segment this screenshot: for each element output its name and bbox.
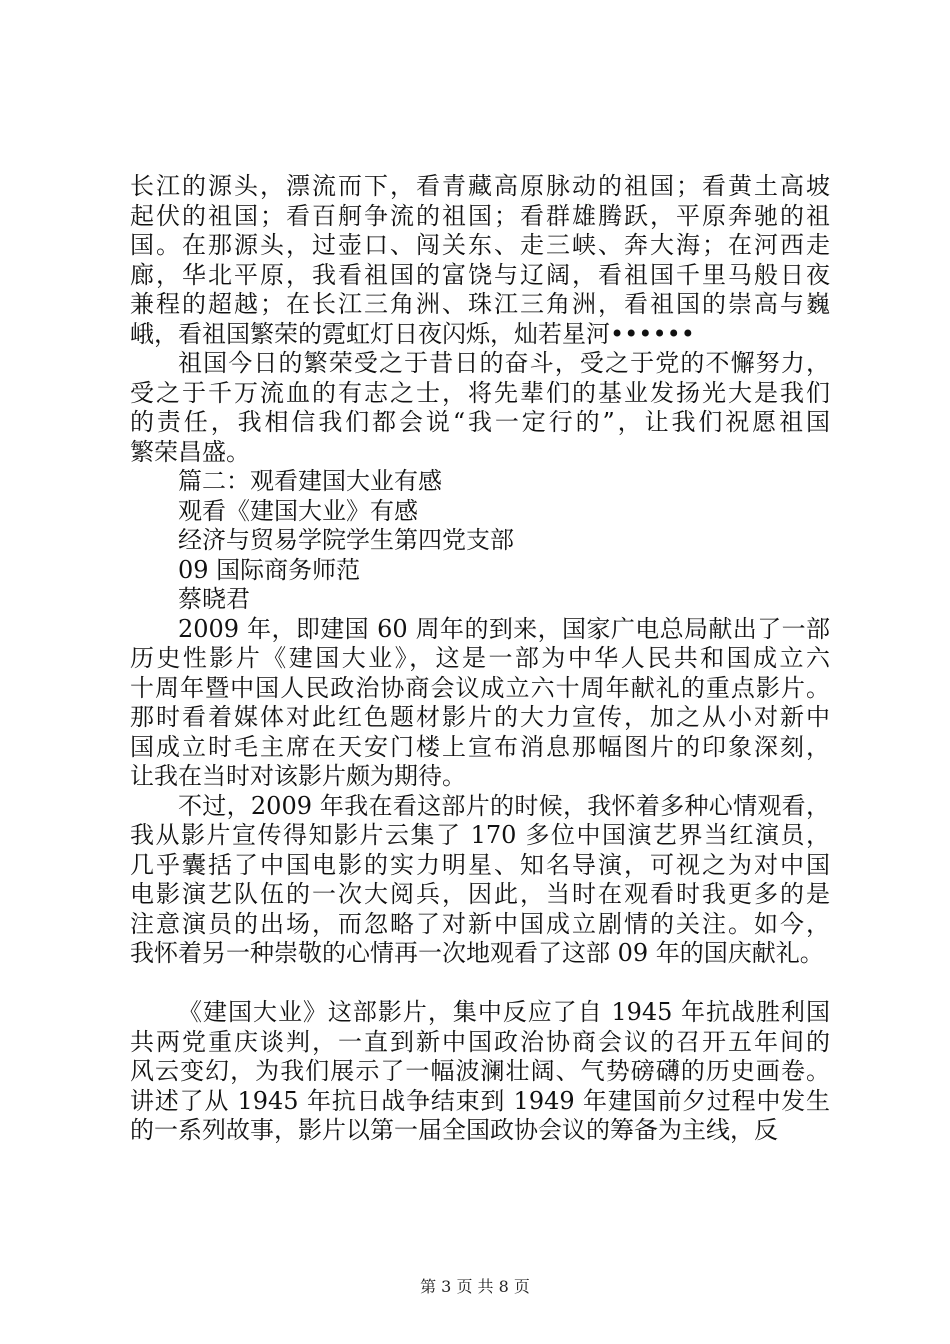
text-line: 电影演艺队伍的一次大阅兵，因此，当时在观看时我更多的是 <box>130 880 830 908</box>
text-line: 长江的源头，漂流而下，看青藏高原脉动的祖国；看黄土高坡 <box>130 172 830 200</box>
text-line: 历史性影片《建国大业》，这是一部为中华人民共和国成立六 <box>130 644 830 672</box>
paragraph <box>130 792 830 969</box>
text-line: 的责任，我相信我们都会说“我一定行的”，让我们祝愿祖国 <box>130 408 830 436</box>
text-line: 讲述了从 1945 年抗日战争结束到 1949 年建国前夕过程中发生 <box>130 1086 830 1115</box>
text-line: 国成立时毛主席在天安门楼上宣布消息那幅图片的印象深刻， <box>130 732 830 761</box>
text-line: 经济与贸易学院学生第四党支部 <box>178 526 514 554</box>
text-line: 兼程的超越；在长江三角洲、珠江三角洲，看祖国的崇高与巍 <box>130 290 830 318</box>
text-line: 2009 年，即建国 60 周年的到来，国家广电总局献出了一部 <box>178 614 830 643</box>
text-line: 我从影片宣传得知影片云集了 170 多位中国演艺界当红演员， <box>130 821 830 849</box>
text-line: 我怀着另一种崇敬的心情再一次地观看了这部 09 年的国庆献礼。 <box>130 939 824 967</box>
paragraph <box>130 467 830 497</box>
text-line: 蔡晓君 <box>178 585 250 613</box>
page-footer: 第 3 页 共 8 页 <box>420 1277 530 1296</box>
paragraph <box>130 497 830 527</box>
text-line: 受之于千万流血的有志之士，将先辈们的基业发扬光大是我们 <box>130 378 830 407</box>
text-line: 观看《建国大业》有感 <box>178 496 418 525</box>
paragraph-spacer <box>130 969 830 999</box>
text-line: 起伏的祖国；看百舸争流的祖国；看群雄腾跃，平原奔驰的祖 <box>130 201 830 230</box>
text-line: 十周年暨中国人民政治协商会议成立六十周年献礼的重点影片。 <box>130 673 830 702</box>
text-line: 峨，看祖国繁荣的霓虹灯日夜闪烁，灿若星河•••••• <box>130 319 695 348</box>
text-line: 国。在那源头，过壶口、闯关东、走三峡、奔大海；在河西走 <box>130 231 830 259</box>
text-line: 那时看着媒体对此红色题材影片的大力宣传，加之从小对新中 <box>130 703 830 731</box>
paragraph <box>130 998 830 1146</box>
text-line: 的一系列故事，影片以第一届全国政协会议的筹备为主线，反 <box>130 1116 778 1144</box>
paragraph <box>130 349 830 467</box>
paragraph <box>130 526 830 556</box>
text-line: 廊，华北平原，我看祖国的富饶与辽阔，看祖国千里马般日夜 <box>130 260 830 289</box>
text-line: 几乎囊括了中国电影的实力明星、知名导演，可视之为对中国 <box>130 850 830 879</box>
paragraph <box>130 585 830 615</box>
text-line: 篇二：观看建国大业有感 <box>178 467 442 495</box>
text-line: 《建国大业》这部影片，集中反应了自 1945 年抗战胜利国 <box>178 998 830 1026</box>
document-body <box>130 172 830 1146</box>
text-line: 风云变幻，为我们展示了一幅波澜壮阔、气势磅礴的历史画卷。 <box>130 1057 830 1085</box>
text-line: 共两党重庆谈判，一直到新中国政治协商会议的召开五年间的 <box>130 1027 830 1056</box>
text-line: 09 国际商务师范 <box>178 555 361 584</box>
text-line: 祖国今日的繁荣受之于昔日的奋斗，受之于党的不懈努力， <box>178 349 830 377</box>
text-line: 让我在当时对该影片颇为期待。 <box>130 762 466 790</box>
text-line: 注意演员的出场，而忽略了对新中国成立剧情的关注。如今， <box>130 909 830 938</box>
text-line: 不过，2009 年我在看这部片的时候，我怀着多种心情观看， <box>178 791 830 820</box>
text-line: 繁荣昌盛。 <box>130 437 250 466</box>
paragraph <box>130 615 830 792</box>
paragraph <box>130 172 830 349</box>
paragraph <box>130 556 830 586</box>
